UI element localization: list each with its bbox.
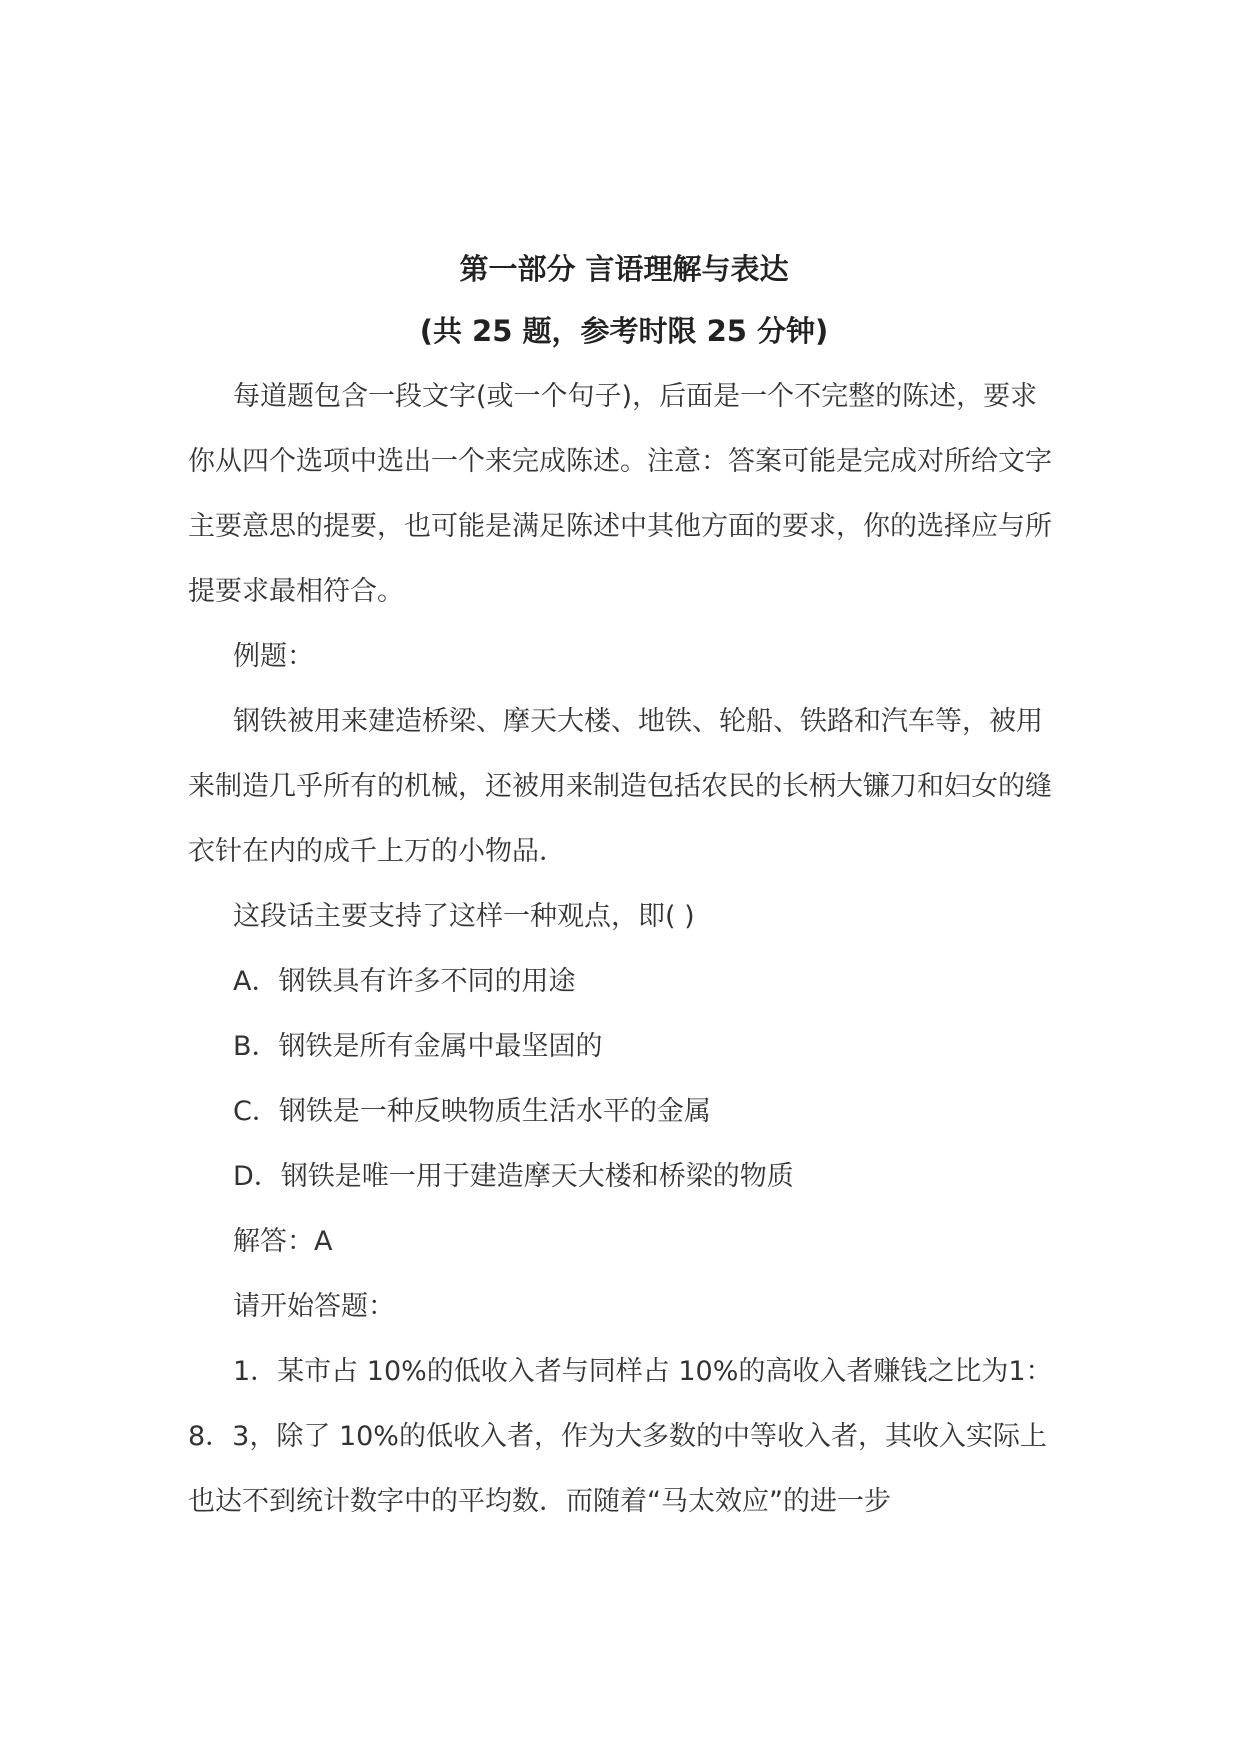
section-subtitle: (共 25 题，参考时限 25 分钟)	[419, 314, 829, 348]
instructions-paragraph: 每道题包含一段文字(或一个句子)，后面是一个不完整的陈述，要求你从四个选项中选出一个来完成陈述。注意：答案可能是完成对所给文字主要意思的提要，也可能是满足陈述中其他方面的要求，你的选择应与所提要求最相符合。	[188, 381, 1052, 607]
start-prompt: 请开始答题：	[233, 1291, 395, 1322]
section-title: 第一部分 言语理解与表达	[459, 252, 789, 286]
example-label: 例题：	[233, 641, 314, 672]
example-option-b: B．钢铁是所有金属中最坚固的	[233, 1031, 603, 1062]
example-option-c: C．钢铁是一种反映物质生活水平的金属	[233, 1096, 711, 1127]
example-answer: 解答：A	[233, 1226, 333, 1257]
example-option-d: D．钢铁是唯一用于建造摩天大楼和桥梁的物质	[233, 1161, 794, 1192]
example-question: 这段话主要支持了这样一种观点，即( )	[233, 901, 695, 932]
page-content	[188, 236, 1060, 1534]
example-option-a: A．钢铁具有许多不同的用途	[233, 966, 576, 997]
question-1-text: 1．某市占 10%的低收入者与同样占 10%的高收入者赚钱之比为1：8．3，除了 10%的低收入者，作为大多数的中等收入者，其收入实际上也达不到统计数字中的平均数．而随着“马太效应”的进一步	[188, 1356, 1053, 1517]
example-passage: 钢铁被用来建造桥梁、摩天大楼、地铁、轮船、铁路和汽车等，被用来制造几乎所有的机械，还被用来制造包括农民的长柄大镰刀和妇女的缝衣针在内的成千上万的小物品．	[188, 706, 1052, 867]
